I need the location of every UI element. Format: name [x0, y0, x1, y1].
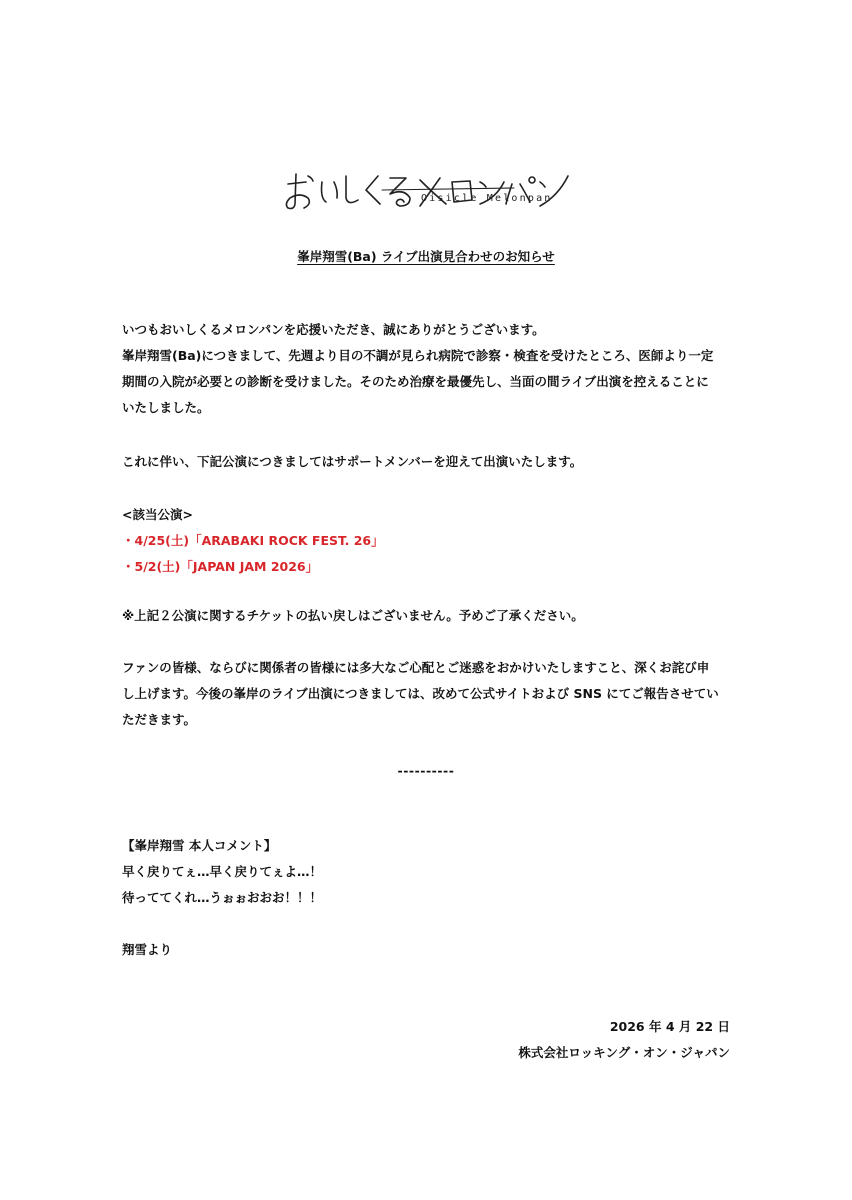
refund-note: ※上記２公演に関するチケットの払い戻しはございません。予めご了承ください。: [122, 608, 584, 623]
page-title-text: 峯岸翔雪(Ba) ライブ出演見合わせのお知らせ: [297, 249, 555, 264]
page-title: [0, 247, 852, 265]
shows-header: <該当公演>: [122, 507, 193, 522]
comment-line-2: 待っててくれ…うぉぉおおお！！！: [122, 890, 323, 905]
comment-line-1: 早く戻りてぇ…早く戻りてぇよ…！: [122, 864, 323, 879]
footer-company: 株式会社ロッキング・オン・ジャパン: [518, 1045, 730, 1060]
footer-date: 2026 年 4 月 22 日: [609, 1019, 730, 1034]
apology-line-3: ただきます。: [122, 712, 197, 727]
intro-line-1: いつもおいしくるメロンパンを応援いただき、誠にありがとうございます。: [122, 322, 545, 337]
intro-line-4: いたしました。: [122, 400, 210, 415]
apology-line-2: し上げます。今後の峯岸のライブ出演につきましては、改めて公式サイトおよび SNS にてご報告させてい: [122, 686, 719, 701]
apology-line-1: ファンの皆様、ならびに関係者の皆様には多大なご心配とご迷惑をおかけいたしますこと、深くお詫び申: [122, 660, 710, 675]
separator: ----------: [397, 763, 455, 778]
logo-subtitle: Oisicle Melonpan: [421, 193, 553, 204]
intro-line-3: 期間の入院が必要との診断を受けました。そのため治療を最優先し、当面の間ライブ出演を控えることに: [122, 374, 709, 389]
support-text: これに伴い、下記公演につきましてはサポートメンバーを迎えて出演いたします。: [122, 454, 583, 469]
intro-line-2: 峯岸翔雪(Ba)につきまして、先週より目の不調が見られ病院で診察・検査を受けたところ、医師より一定: [122, 348, 714, 363]
show-item-2: ・5/2(土)「JAPAN JAM 2026」: [122, 559, 319, 574]
comment-header: 【峯岸翔雪 本人コメント】: [122, 838, 277, 853]
show-item-1: ・4/25(土)「ARABAKI ROCK FEST. 26」: [122, 533, 384, 548]
comment-signature: 翔雪より: [122, 942, 173, 957]
